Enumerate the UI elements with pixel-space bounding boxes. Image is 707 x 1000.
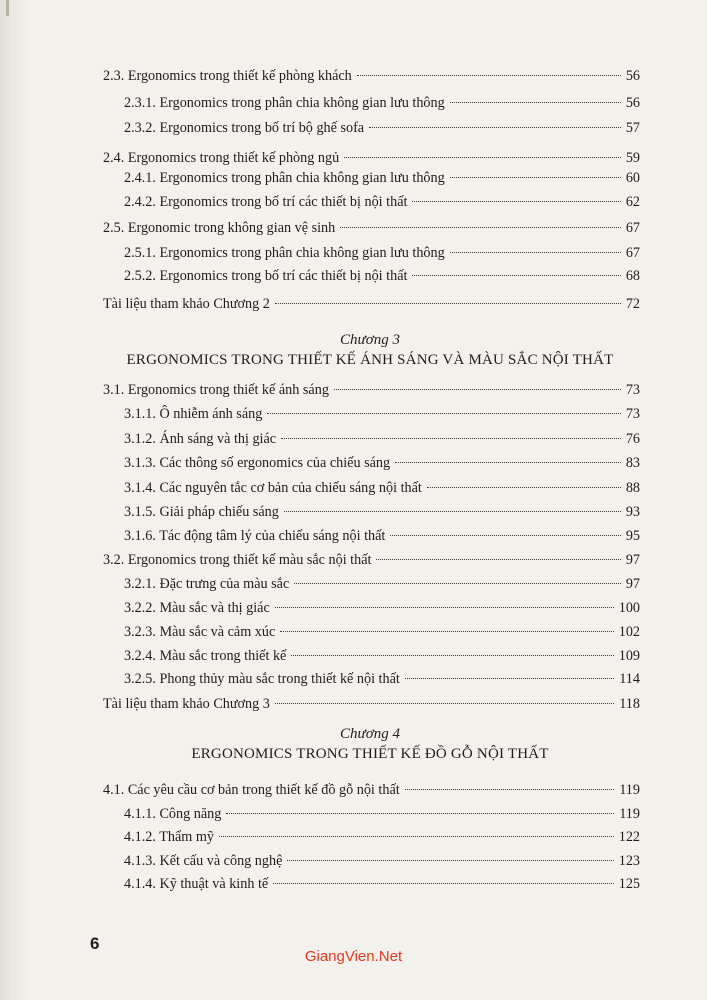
toc-entry-label: 3.2.3. Màu sắc và cảm xúc bbox=[124, 624, 276, 640]
toc-entry-page: 119 bbox=[619, 806, 640, 822]
toc-entry-page: 57 bbox=[625, 120, 640, 136]
toc-entry bbox=[103, 68, 640, 85]
toc-entry bbox=[103, 150, 640, 167]
dot-leader bbox=[395, 462, 621, 463]
dot-leader bbox=[280, 631, 613, 632]
dot-leader bbox=[344, 157, 621, 158]
corner-mark bbox=[6, 0, 9, 16]
watermark-text: GiangVien.Net bbox=[304, 948, 403, 965]
toc-entry-page: 109 bbox=[618, 648, 640, 664]
toc-entry-page: 88 bbox=[625, 480, 640, 496]
dot-leader bbox=[273, 883, 614, 884]
chapter-3-heading bbox=[100, 332, 640, 369]
toc-entry-page: 60 bbox=[625, 170, 640, 186]
toc-entry-label: 4.1.4. Kỹ thuật và kinh tế bbox=[124, 876, 269, 892]
dot-leader bbox=[334, 389, 621, 390]
toc-entry bbox=[124, 268, 640, 285]
toc-entry bbox=[124, 624, 640, 641]
toc-entry bbox=[124, 876, 640, 893]
toc-entry-page: 73 bbox=[625, 406, 640, 422]
dot-leader bbox=[357, 75, 621, 76]
toc-entry-label: 3.1.3. Các thông số ergonomics của chiếu sáng bbox=[124, 455, 391, 471]
toc-entry-page: 59 bbox=[625, 150, 640, 166]
toc-entry-page: 76 bbox=[625, 431, 640, 447]
toc-entry-page: 122 bbox=[618, 829, 640, 845]
toc-entry bbox=[124, 829, 640, 846]
toc-entry-page: 56 bbox=[625, 95, 640, 111]
toc-entry-label: 2.3. Ergonomics trong thiết kế phòng khách bbox=[103, 68, 352, 84]
toc-entry-page: 119 bbox=[619, 782, 640, 798]
toc-entry-label: 3.1.2. Ánh sáng và thị giác bbox=[124, 431, 277, 447]
toc-entry-label: 2.3.2. Ergonomics trong bố trí bộ ghế sofa bbox=[124, 120, 365, 136]
dot-leader bbox=[267, 413, 621, 414]
dot-leader bbox=[390, 535, 620, 536]
toc-entry-page: 67 bbox=[625, 245, 640, 261]
toc-entry-label: 4.1.2. Thẩm mỹ bbox=[124, 829, 214, 845]
toc-entry-page: 95 bbox=[625, 528, 640, 544]
toc-entry bbox=[103, 220, 640, 237]
toc-entry bbox=[124, 853, 640, 870]
toc-entry bbox=[103, 382, 640, 399]
dot-leader bbox=[412, 275, 620, 276]
toc-entry-page: 125 bbox=[618, 876, 640, 892]
toc-entry-label: Tài liệu tham khảo Chương 2 bbox=[103, 296, 270, 312]
toc-entry-label: 3.2. Ergonomics trong thiết kế màu sắc nội thất bbox=[103, 552, 372, 568]
toc-entry-page: 123 bbox=[618, 853, 640, 869]
dot-leader bbox=[291, 655, 613, 656]
toc-entry-page: 114 bbox=[619, 671, 640, 687]
toc-entry-page: 97 bbox=[625, 576, 640, 592]
toc-entry bbox=[124, 170, 640, 187]
dot-leader bbox=[340, 227, 621, 228]
toc-entry bbox=[124, 95, 640, 112]
toc-entry-page: 118 bbox=[619, 696, 640, 712]
toc-entry-label: 3.1.5. Giải pháp chiếu sáng bbox=[124, 504, 279, 520]
toc-entry-label: 2.5. Ergonomic trong không gian vệ sinh bbox=[103, 220, 336, 236]
page-edge-shadow bbox=[0, 0, 30, 1000]
toc-entry bbox=[103, 782, 640, 799]
toc-entry bbox=[124, 671, 640, 688]
dot-leader bbox=[405, 678, 614, 679]
toc-entry-page: 73 bbox=[625, 382, 640, 398]
dot-leader bbox=[287, 860, 613, 861]
toc-entry-label: 3.2.2. Màu sắc và thị giác bbox=[124, 600, 270, 616]
toc-entry-label: 4.1. Các yêu cầu cơ bản trong thiết kế đồ gỗ nội thất bbox=[103, 782, 400, 798]
toc-entry-label: 2.4. Ergonomics trong thiết kế phòng ngủ bbox=[103, 150, 340, 166]
dot-leader bbox=[275, 703, 614, 704]
toc-entry-page: 72 bbox=[625, 296, 640, 312]
dot-leader bbox=[412, 201, 620, 202]
toc-entry bbox=[124, 406, 640, 423]
toc-entry-label: 2.4.2. Ergonomics trong bố trí các thiết bị nội thất bbox=[124, 194, 408, 210]
dot-leader bbox=[219, 836, 614, 837]
dot-leader bbox=[275, 303, 621, 304]
toc-entry-label: 3.1.4. Các nguyên tắc cơ bản của chiếu sáng nội thất bbox=[124, 480, 422, 496]
dot-leader bbox=[405, 789, 615, 790]
dot-leader bbox=[450, 177, 621, 178]
toc-entry bbox=[124, 648, 640, 665]
dot-leader bbox=[376, 559, 620, 560]
chapter-4-heading bbox=[100, 726, 640, 763]
toc-entry-page: 102 bbox=[618, 624, 640, 640]
toc-entry-label: 3.1.6. Tác động tâm lý của chiếu sáng nội thất bbox=[124, 528, 386, 544]
toc-entry-label: 3.1.1. Ô nhiễm ánh sáng bbox=[124, 406, 263, 422]
dot-leader bbox=[294, 583, 621, 584]
chapter-4-title: ERGONOMICS TRONG THIẾT KẾ ĐỒ GỖ NỘI THẤT bbox=[191, 746, 549, 762]
toc-entry-page: 67 bbox=[625, 220, 640, 236]
toc-entry-label: 3.1. Ergonomics trong thiết kế ánh sáng bbox=[103, 382, 329, 398]
dot-leader bbox=[284, 511, 621, 512]
toc-entry-label: 4.1.3. Kết cấu và công nghệ bbox=[124, 853, 283, 869]
toc-entry bbox=[124, 480, 640, 497]
dot-leader bbox=[369, 127, 621, 128]
toc-entry-label: 2.5.2. Ergonomics trong bố trí các thiết bị nội thất bbox=[124, 268, 408, 284]
toc-entry bbox=[103, 696, 640, 713]
toc-entry bbox=[124, 245, 640, 262]
toc-entry bbox=[103, 552, 640, 569]
toc-entry bbox=[124, 431, 640, 448]
toc-entry bbox=[124, 576, 640, 593]
dot-leader bbox=[275, 607, 614, 608]
toc-entry bbox=[124, 194, 640, 211]
toc-entry bbox=[103, 296, 640, 313]
dot-leader bbox=[427, 487, 621, 488]
dot-leader bbox=[226, 813, 614, 814]
chapter-3-number: Chương 3 bbox=[340, 332, 400, 348]
chapter-3-title: ERGONOMICS TRONG THIẾT KẾ ÁNH SÁNG VÀ MÀU SẮC NỘI THẤT bbox=[126, 352, 614, 368]
toc-entry-label: 2.4.1. Ergonomics trong phân chia không gian lưu thông bbox=[124, 170, 445, 186]
toc-entry-label: 3.2.1. Đặc trưng của màu sắc bbox=[124, 576, 290, 592]
toc-entry-page: 97 bbox=[625, 552, 640, 568]
dot-leader bbox=[450, 102, 621, 103]
toc-entry-page: 68 bbox=[625, 268, 640, 284]
page-number: 6 bbox=[90, 934, 100, 953]
toc-entry bbox=[124, 120, 640, 137]
toc-entry-page: 100 bbox=[618, 600, 640, 616]
toc-entry-page: 93 bbox=[625, 504, 640, 520]
toc-entry bbox=[124, 455, 640, 472]
toc-entry-page: 62 bbox=[625, 194, 640, 210]
toc-entry-label: 2.3.1. Ergonomics trong phân chia không gian lưu thông bbox=[124, 95, 445, 111]
toc-entry-page: 56 bbox=[625, 68, 640, 84]
toc-entry-label: 2.5.1. Ergonomics trong phân chia không gian lưu thông bbox=[124, 245, 445, 261]
toc-entry bbox=[124, 528, 640, 545]
toc-entry-label: Tài liệu tham khảo Chương 3 bbox=[103, 696, 270, 712]
toc-entry-label: 3.2.4. Màu sắc trong thiết kế bbox=[124, 648, 287, 664]
toc-entry bbox=[124, 806, 640, 823]
toc-entry bbox=[124, 600, 640, 617]
toc-entry-page: 83 bbox=[625, 455, 640, 471]
toc-entry bbox=[124, 504, 640, 521]
dot-leader bbox=[450, 252, 621, 253]
dot-leader bbox=[281, 438, 621, 439]
chapter-4-number: Chương 4 bbox=[340, 726, 400, 742]
toc-entry-label: 3.2.5. Phong thủy màu sắc trong thiết kế nội thất bbox=[124, 671, 400, 687]
toc-entry-label: 4.1.1. Công năng bbox=[124, 806, 222, 822]
